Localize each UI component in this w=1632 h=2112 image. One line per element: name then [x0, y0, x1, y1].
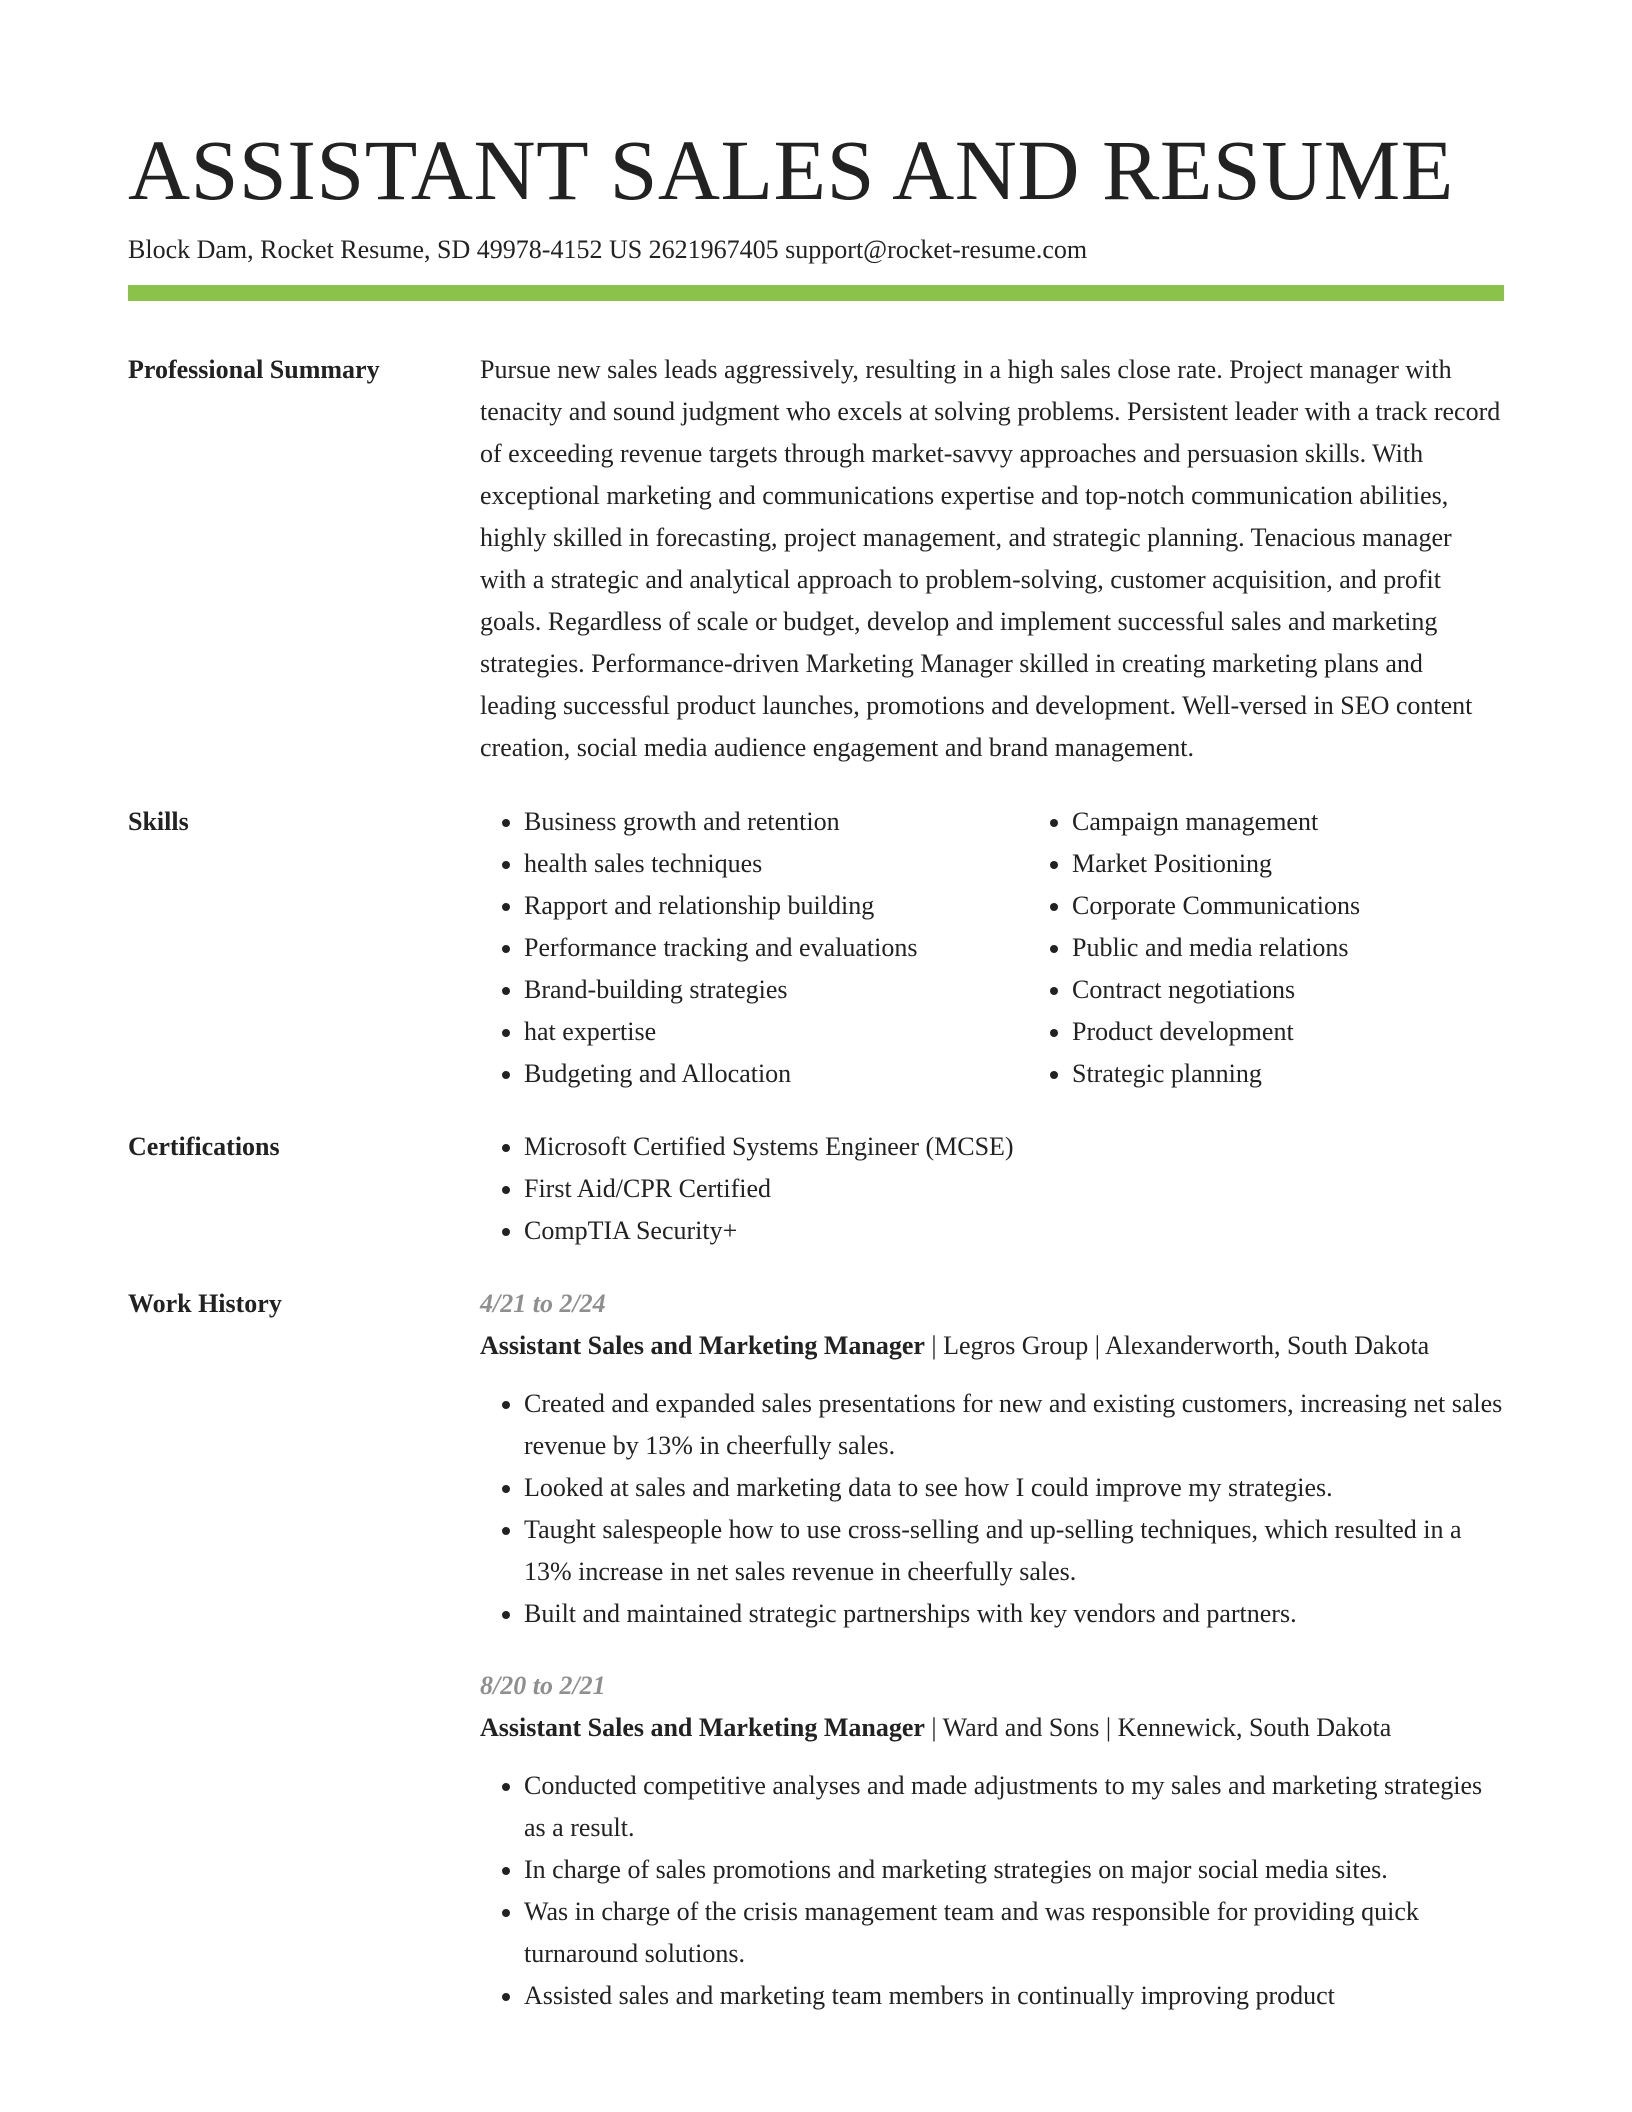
- job-title: Assistant Sales and Marketing Manager: [480, 1331, 925, 1360]
- skills-list-column-2: [1028, 801, 1504, 1095]
- skill-item: • health sales techniques: [524, 843, 1028, 885]
- job-bullet: • Conducted competitive analyses and made adjustments to my sales and marketing strategies as a result.: [524, 1765, 1504, 1849]
- skill-item: • Business growth and retention: [524, 801, 1028, 843]
- skill-item: • Performance tracking and evaluations: [524, 927, 1028, 969]
- job-bullet: • Taught salespeople how to use cross-selling and up-selling techniques, which resulted in a 13% increase in net sales revenue in cheerfully sales.: [524, 1509, 1504, 1593]
- section-label-certifications: Certifications: [128, 1132, 280, 1161]
- resume-page: [128, 120, 1504, 2017]
- skill-item: • hat expertise: [524, 1011, 1028, 1053]
- skill-item: • Budgeting and Allocation: [524, 1053, 1028, 1095]
- job-bullet: • In charge of sales promotions and marketing strategies on major social media sites.: [524, 1849, 1504, 1891]
- skill-item: • Product development: [1072, 1011, 1504, 1053]
- job-dates: 8/20 to 2/21: [480, 1671, 606, 1700]
- job-entry: [480, 1665, 1504, 2017]
- certification-item: • First Aid/CPR Certified: [524, 1168, 1504, 1210]
- job-bullet-list: [480, 1765, 1504, 2017]
- job-dates: 4/21 to 2/24: [480, 1289, 606, 1318]
- job-details: | Ward and Sons | Kennewick, South Dakota: [924, 1713, 1392, 1742]
- certifications-section: [128, 1126, 1504, 1252]
- work-history-body: [480, 1283, 1504, 2017]
- job-bullet: • Assisted sales and marketing team members in continually improving product: [524, 1975, 1504, 2017]
- skill-item: • Campaign management: [1072, 801, 1504, 843]
- certification-item: • Microsoft Certified Systems Engineer (MCSE): [524, 1126, 1504, 1168]
- summary-body: [480, 349, 1504, 769]
- skills-section: [128, 801, 1504, 1095]
- skill-item: • Brand-building strategies: [524, 969, 1028, 1011]
- job-heading: [480, 1325, 1504, 1367]
- section-label-summary: Professional Summary: [128, 355, 380, 384]
- skill-item: • Market Positioning: [1072, 843, 1504, 885]
- contact-line: Block Dam, Rocket Resume, SD 49978-4152 US 2621967405 support@rocket-resume.com: [128, 235, 1088, 264]
- summary-section: [128, 349, 1504, 769]
- job-details: | Legros Group | Alexanderworth, South Dakota: [924, 1331, 1430, 1360]
- summary-text: Pursue new sales leads aggressively, resulting in a high sales close rate. Project manager with tenacity and sound judgment who excels at solving problems. Persistent leader with a track record of exceeding revenue targets through market-savvy approaches and persuasion skills. With exceptional marketing and communications expertise and top-notch communication abilities, highly skilled in forecasting, project management, and strategic planning. Tenacious manager with a strategic and analytical approach to problem-solving, customer acquisition, and profit goals. Regardless of scale or budget, develop and implement successful sales and marketing strategies. Performance-driven Marketing Manager skilled in creating marketing plans and leading successful product launches, promotions and development. Well-versed in SEO content creation, social media audience engagement and brand management.: [480, 355, 1501, 762]
- section-label-work-history: Work History: [128, 1289, 282, 1318]
- section-label-skills: Skills: [128, 807, 189, 836]
- job-bullet: • Looked at sales and marketing data to see how I could improve my strategies.: [524, 1467, 1504, 1509]
- skill-item: • Corporate Communications: [1072, 885, 1504, 927]
- skill-item: • Public and media relations: [1072, 927, 1504, 969]
- job-bullet-list: [480, 1383, 1504, 1635]
- job-title: Assistant Sales and Marketing Manager: [480, 1713, 925, 1742]
- job-heading: [480, 1707, 1504, 1749]
- resume-name: ASSISTANT SALES AND RESUME: [128, 122, 1454, 218]
- certification-item: • CompTIA Security+: [524, 1210, 1504, 1252]
- job-bullet: • Created and expanded sales presentations for new and existing customers, increasing net sales revenue by 13% in cheerfully sales.: [524, 1383, 1504, 1467]
- skill-item: • Contract negotiations: [1072, 969, 1504, 1011]
- certifications-body: [480, 1126, 1504, 1252]
- job-bullet: • Built and maintained strategic partnerships with key vendors and partners.: [524, 1593, 1504, 1635]
- skill-item: • Strategic planning: [1072, 1053, 1504, 1095]
- job-bullet: • Was in charge of the crisis management team and was responsible for providing quick turnaround solutions.: [524, 1891, 1504, 1975]
- skill-item: • Rapport and relationship building: [524, 885, 1028, 927]
- skills-list-column-1: [480, 801, 1028, 1095]
- work-history-section: [128, 1283, 1504, 2017]
- accent-divider: [128, 285, 1504, 301]
- skills-columns: [480, 801, 1504, 1095]
- job-entry: [480, 1283, 1504, 1635]
- certifications-list: [480, 1126, 1504, 1252]
